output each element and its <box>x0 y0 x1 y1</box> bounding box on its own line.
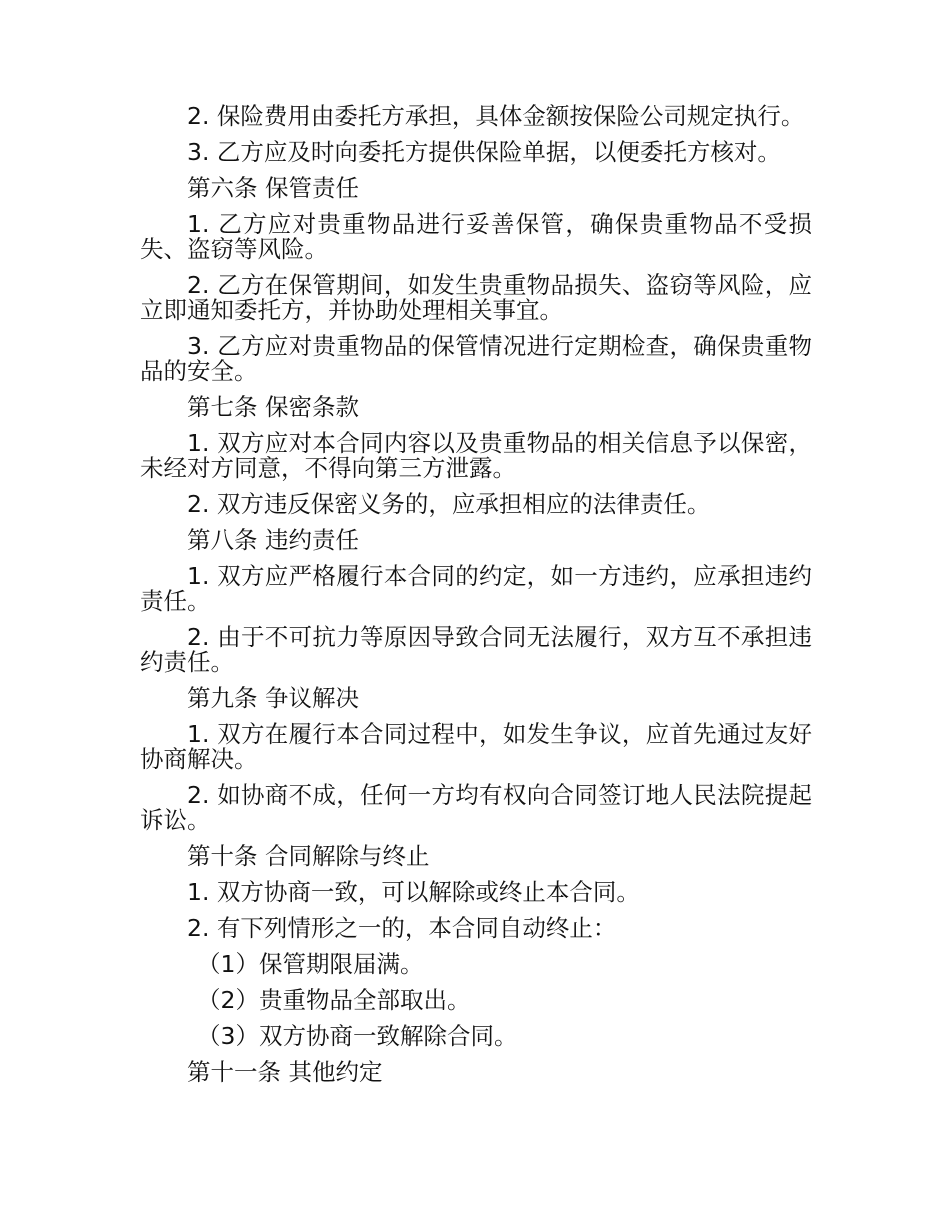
clause-8-item-1: 1. 双方应严格履行本合同的约定，如一方违约，应承担违约责任。 <box>140 562 812 615</box>
clause-7-heading: 第七条 保密条款 <box>187 393 359 421</box>
document-body <box>140 104 812 1096</box>
clause-6-item-2: 2. 乙方在保管期间，如发生贵重物品损失、盗窃等风险，应立即通知委托方，并协助处理相关事宜。 <box>140 271 812 324</box>
clause-8-item-2: 2. 由于不可抗力等原因导致合同无法履行，双方互不承担违约责任。 <box>140 623 812 676</box>
clause-8-heading: 第八条 违约责任 <box>187 526 359 554</box>
clause-10-heading: 第十条 合同解除与终止 <box>187 842 430 870</box>
clause-10-item-1: 1. 双方协商一致，可以解除或终止本合同。 <box>187 878 640 906</box>
clause-9-item-1: 1. 双方在履行本合同过程中，如发生争议，应首先通过友好协商解决。 <box>140 720 812 773</box>
clause-10-item-2: 2. 有下列情形之一的，本合同自动终止： <box>187 914 617 942</box>
clause-10-subitem-1: （1）保管期限届满。 <box>197 950 424 978</box>
clause-10-subitem-3: （3）双方协商一致解除合同。 <box>197 1022 518 1050</box>
clause-11-heading: 第十一条 其他约定 <box>187 1058 383 1086</box>
clause-5-item-3: 3. 乙方应及时向委托方提供保险单据，以便委托方核对。 <box>187 138 781 166</box>
clause-7-item-2: 2. 双方违反保密义务的，应承担相应的法律责任。 <box>187 490 711 518</box>
clause-9-heading: 第九条 争议解决 <box>187 684 359 712</box>
clause-10-subitem-2: （2）贵重物品全部取出。 <box>197 986 471 1014</box>
clause-6-item-1: 1. 乙方应对贵重物品进行妥善保管，确保贵重物品不受损失、盗窃等风险。 <box>140 210 812 263</box>
clause-9-item-2: 2. 如协商不成，任何一方均有权向合同签订地人民法院提起诉讼。 <box>140 781 812 834</box>
clause-6-item-3: 3. 乙方应对贵重物品的保管情况进行定期检查，确保贵重物品的安全。 <box>140 332 812 385</box>
clause-5-item-2: 2. 保险费用由委托方承担，具体金额按保险公司规定执行。 <box>187 102 805 130</box>
clause-6-heading: 第六条 保管责任 <box>187 174 359 202</box>
clause-7-item-1: 1. 双方应对本合同内容以及贵重物品的相关信息予以保密，未经对方同意，不得向第三方泄露。 <box>140 429 812 482</box>
